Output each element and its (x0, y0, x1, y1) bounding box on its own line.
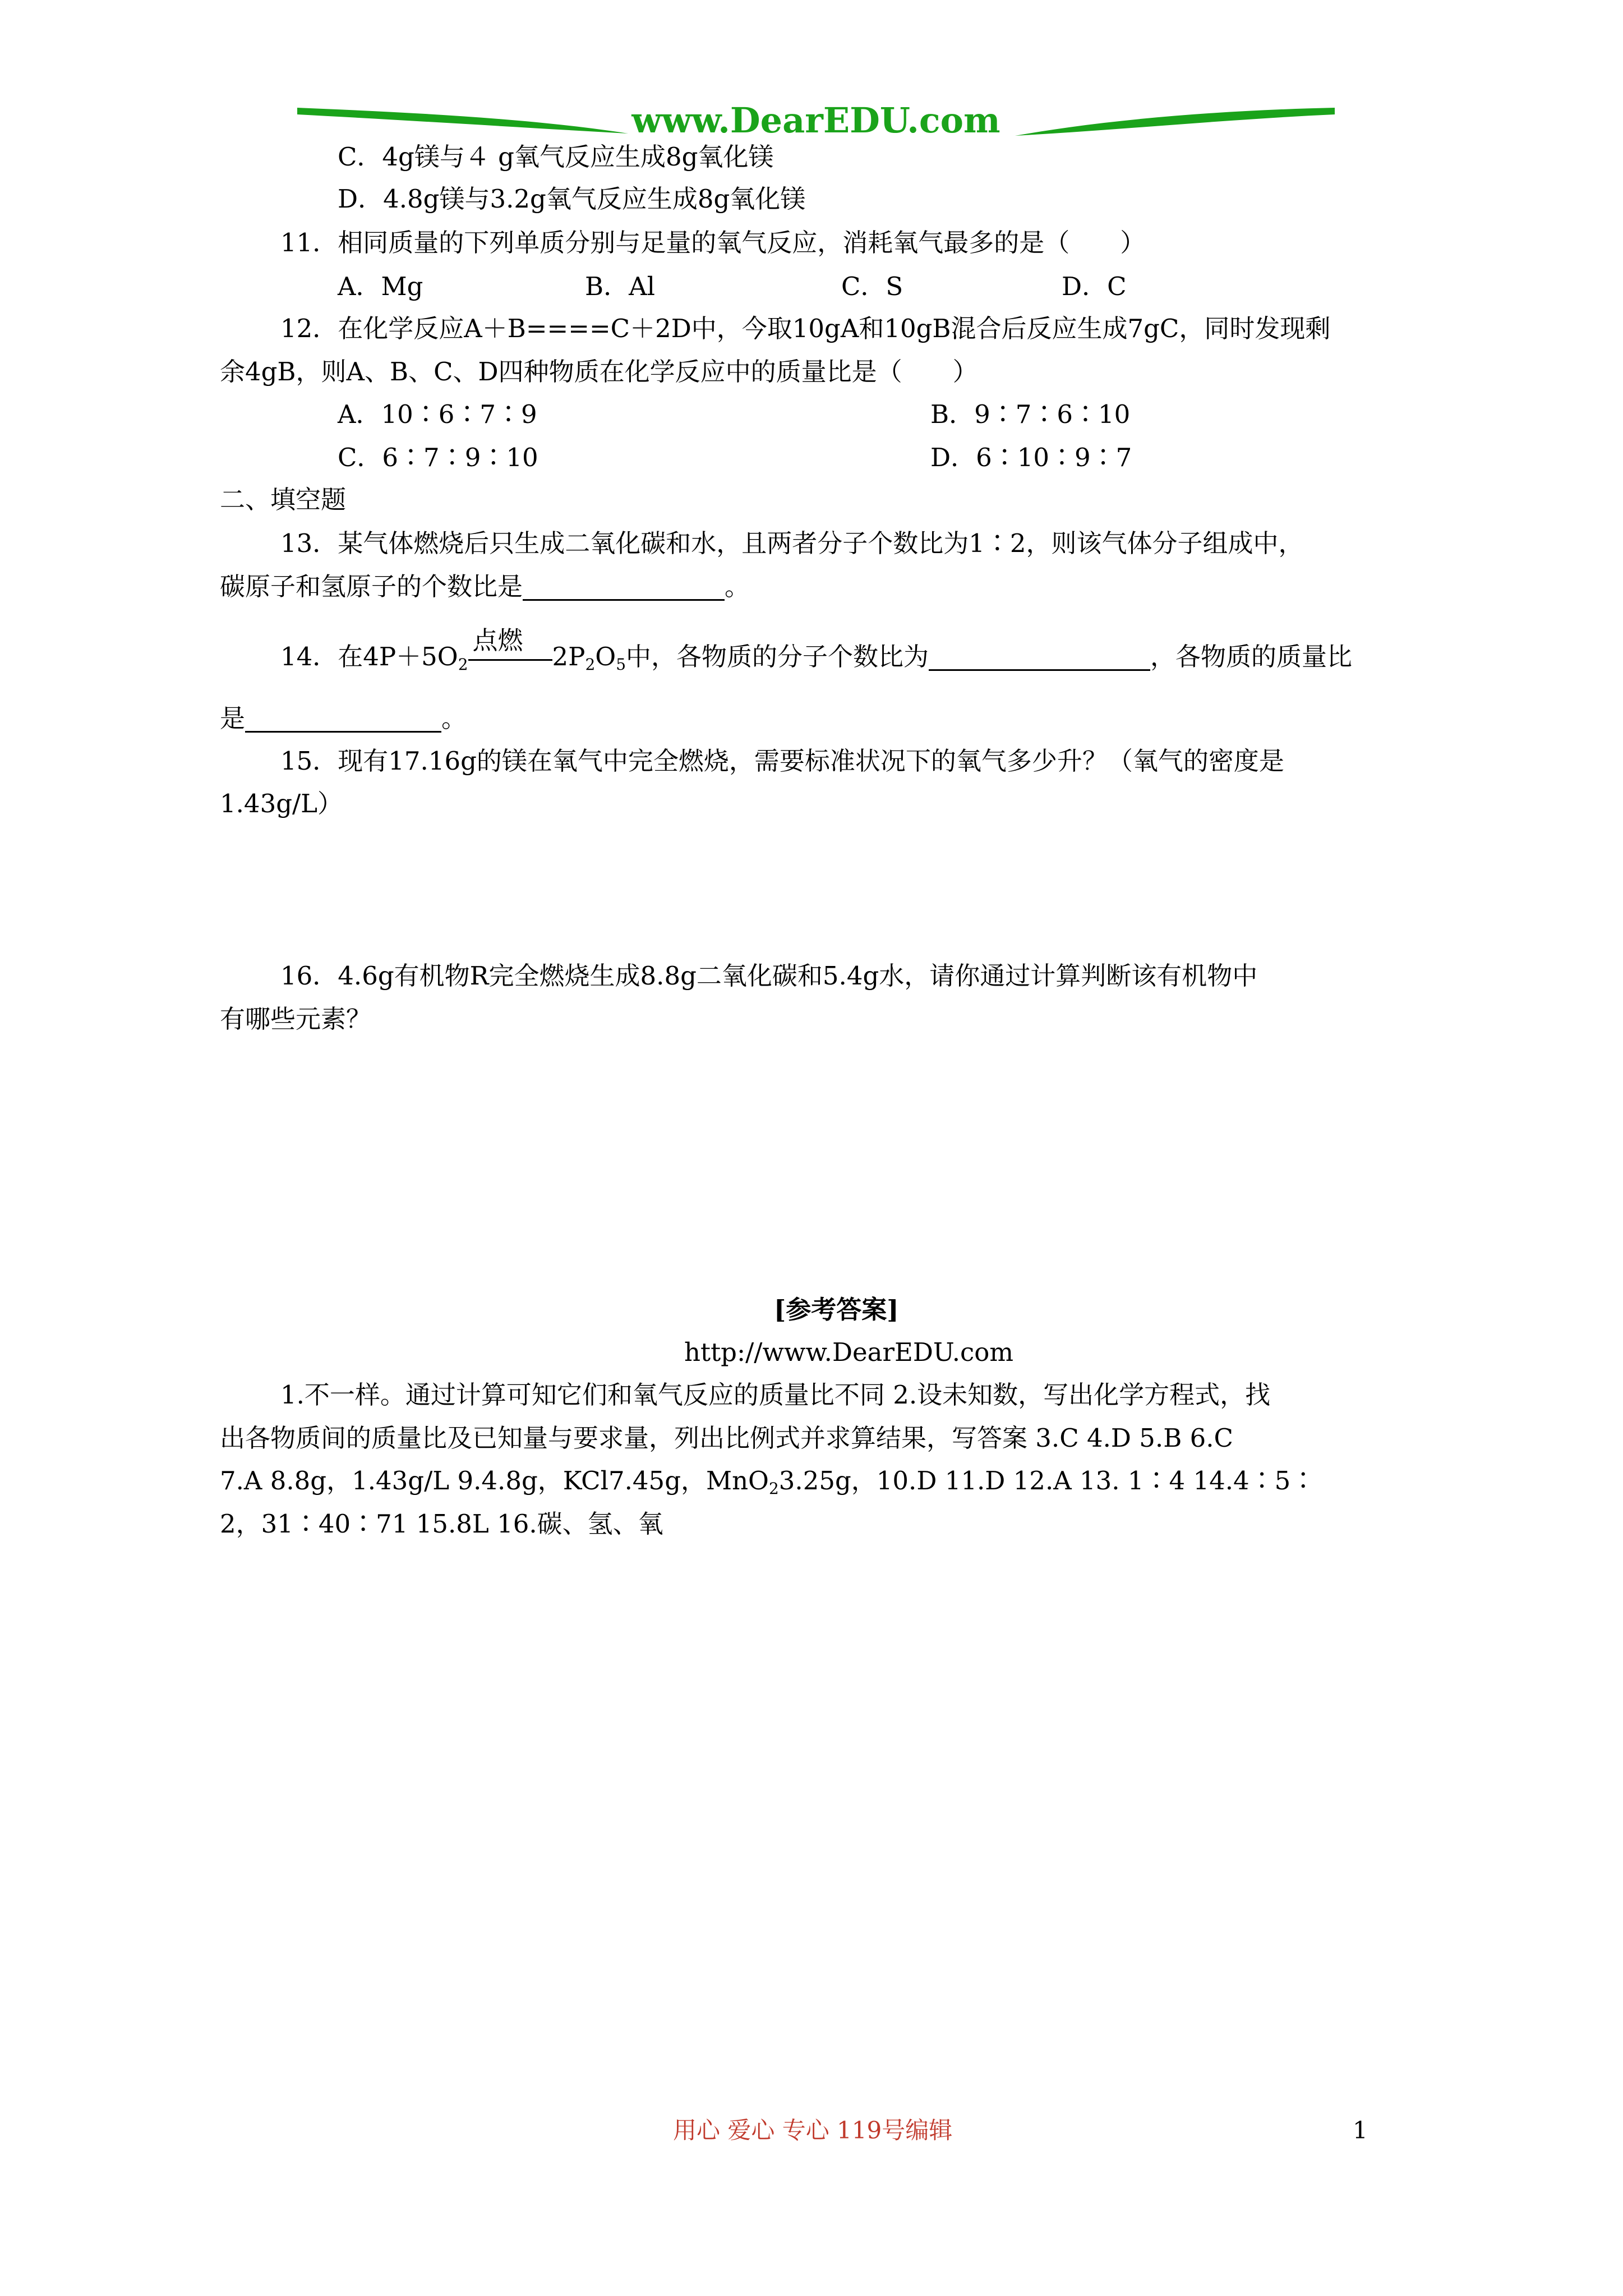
answers-sub-mno2: 2 (768, 1479, 779, 1498)
q12-stem-line1: 12．在化学反应A＋B====C＋2D中，今取10gA和10gB混合后反应生成7gC，同时发现剩 (280, 314, 1331, 343)
q13-line1: 13．某气体燃烧后只生成二氧化碳和水，且两者分子个数比为1∶2，则该气体分子组成中， (280, 528, 1304, 558)
q12-stem-line2: 余4gB，则A、B、C、D四种物质在化学反应中的质量比是（ ） (220, 357, 978, 386)
q14-mass-ratio-blank[interactable] (245, 706, 441, 733)
q11-option-a: A．Mg (338, 272, 423, 301)
q14-product-o: O (595, 642, 616, 671)
q14-sub-o5: 5 (616, 655, 626, 674)
answers-line2: 出各物质间的质量比及已知量与要求量，列出比例式并求算结果，写答案 3.C 4.D 5.B 6.C (220, 1423, 1233, 1453)
q14-condition-line (468, 659, 552, 661)
answers-line3-text: 7.A 8.8g，1.43g/L 9.4.8g，KCl7.45g，MnO (220, 1466, 769, 1496)
q14-condition-text: 点燃 (472, 625, 523, 655)
q12-option-d: D．6∶10∶9∶7 (930, 443, 1132, 472)
answers-line4: 2，31∶40∶71 15.8L 16.碳、氢、氧 (220, 1509, 663, 1539)
q11-option-d: D．C (1062, 272, 1127, 301)
q10-option-c: C．4g镁与４ g氧气反应生成8g氧化镁 (338, 142, 774, 172)
q14-sub-p2: 2 (585, 655, 596, 674)
q16-line2: 有哪些元素？ (220, 1004, 372, 1034)
q12-option-c: C．6∶7∶9∶10 (338, 443, 538, 472)
q12-option-a: A．10∶6∶7∶9 (338, 399, 537, 429)
q11-stem: 11．相同质量的下列单质分别与足量的氧气反应，消耗氧气最多的是（ ） (280, 228, 1146, 257)
q14-line2 (220, 703, 467, 733)
q14-molecule-ratio-blank[interactable] (929, 644, 1150, 671)
q16-line1: 16．4.6g有机物R完全燃烧生成8.8g二氧化碳和5.4g水，请你通过计算判断该有机物中 (280, 961, 1258, 991)
q14-product-p: 2P (552, 642, 585, 671)
q14-line2-end: 。 (441, 703, 467, 733)
q12-option-b: B．9∶7∶6∶10 (930, 399, 1131, 429)
header-logo (292, 95, 1340, 149)
logo-swoosh-right (1015, 108, 1335, 136)
q14-text-mass: ，各物质的质量比 (1150, 642, 1353, 671)
q14-line1 (280, 625, 1353, 674)
footer-text: 用心 爱心 专心 119号编辑 (673, 2116, 953, 2144)
logo-swoosh-left (297, 108, 628, 134)
q14-text-ratio: 中，各物质的分子个数比为 (626, 642, 929, 671)
page-number: 1 (1353, 2116, 1368, 2144)
q14-line2-text: 是 (220, 703, 246, 733)
q15-line1: 15．现有17.16g的镁在氧气中完全燃烧，需要标准状况下的氧气多少升？（氧气的密度是 (280, 746, 1284, 776)
answers-title: [参考答案] (774, 1295, 899, 1324)
answers-line3 (220, 1466, 1316, 1498)
q13-line2-end: 。 (725, 572, 750, 601)
q14-reaction-condition (468, 625, 552, 665)
section-fill-in: 二、填空题 (220, 485, 347, 514)
q11-option-b: B．Al (585, 272, 655, 301)
answers-url[interactable]: http://www.DearEDU.com (684, 1337, 1013, 1367)
q13-line2-text: 碳原子和氢原子的个数比是 (220, 572, 523, 601)
q15-line2: 1.43g/L） (220, 789, 343, 818)
q14-prefix: 14．在4P＋5O (280, 642, 458, 671)
q14-sub-o2: 2 (458, 655, 468, 674)
answers-line3-rest: 3.25g，10.D 11.D 12.A 13. 1∶4 14.4∶5∶ (778, 1466, 1316, 1496)
q13-line2 (220, 574, 750, 601)
logo-text: www.DearEDU.com (631, 100, 1000, 141)
q11-option-c: C．S (841, 272, 903, 301)
q13-answer-blank[interactable] (523, 574, 725, 601)
answers-line1: 1.不一样。通过计算可知它们和氧气反应的质量比不同 2.设未知数，写出化学方程式，找 (280, 1380, 1271, 1410)
q10-option-d: D．4.8g镁与3.2g氧气反应生成8g氧化镁 (338, 184, 806, 214)
